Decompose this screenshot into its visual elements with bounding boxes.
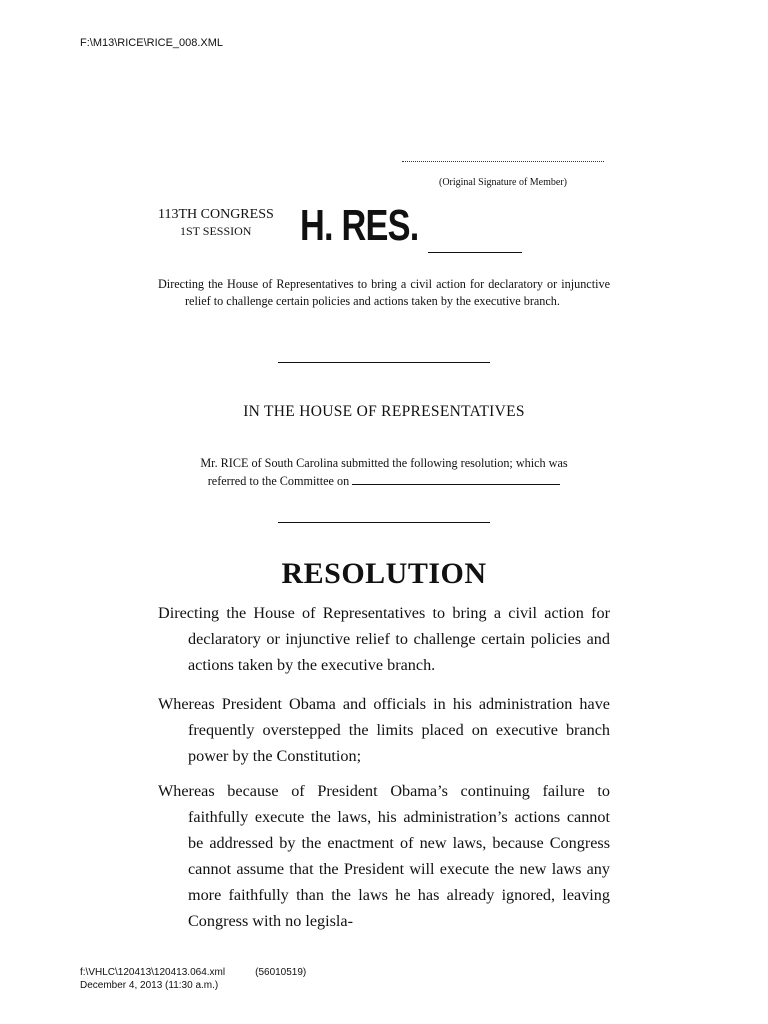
submitted-line-1: Mr. RICE of South Carolina submitted the following resolution; which was	[200, 456, 568, 470]
short-title	[158, 276, 610, 310]
body-paragraph: Directing the House of Representatives to bring a civil action for declaratory or injunctive relief to challenge certain policies and actions taken by the executive branch.	[158, 604, 610, 674]
committee-blank	[352, 474, 560, 485]
resolution-heading: RESOLUTION	[281, 557, 487, 590]
session-number: 1ST SESSION	[180, 224, 252, 238]
footer	[80, 966, 306, 992]
signature-line	[402, 161, 604, 162]
footer-path: f:\VHLC\120413\120413.064.xml	[80, 967, 226, 978]
submitted-line-2	[158, 472, 610, 490]
footer-date: December 4, 2013 (11:30 a.m.)	[80, 980, 219, 991]
footer-code: (56010519)	[255, 967, 307, 978]
body-paragraph: Whereas because of President Obama’s continuing failure to faithfully execute the laws, his administration’s actions cannot be addressed by the enactment of new laws, because Congress cannot assume that the President will execute the new laws any more faithfully than the laws he has already ignored, leaving Congress with no legisla-	[158, 782, 610, 930]
file-path: F:\M13\RICE\RICE_008.XML	[80, 37, 224, 49]
short-title-text: Directing the House of Representatives to bring a civil action for declaratory or injunctive relief to challenge certain policies and actions taken by the executive branch.	[158, 277, 610, 308]
body-paragraph: Whereas President Obama and officials in his administration have frequently overstepped the limits placed on executive branch power by the Constitution;	[158, 695, 610, 765]
signature-caption: (Original Signature of Member)	[438, 177, 568, 188]
congress-session	[158, 206, 284, 240]
footer-line-1	[80, 966, 306, 979]
house-heading: IN THE HOUSE OF REPRESENTATIVES	[243, 403, 525, 420]
congress-number: 113TH CONGRESS	[158, 207, 274, 222]
submitted-line-2-text: referred to the Committee on	[207, 474, 350, 488]
measure-number-blank	[428, 252, 522, 253]
submitted-statement	[158, 454, 610, 490]
divider-bottom	[278, 522, 490, 523]
measure-label: H. RES.	[300, 201, 419, 250]
divider-top	[278, 362, 490, 363]
